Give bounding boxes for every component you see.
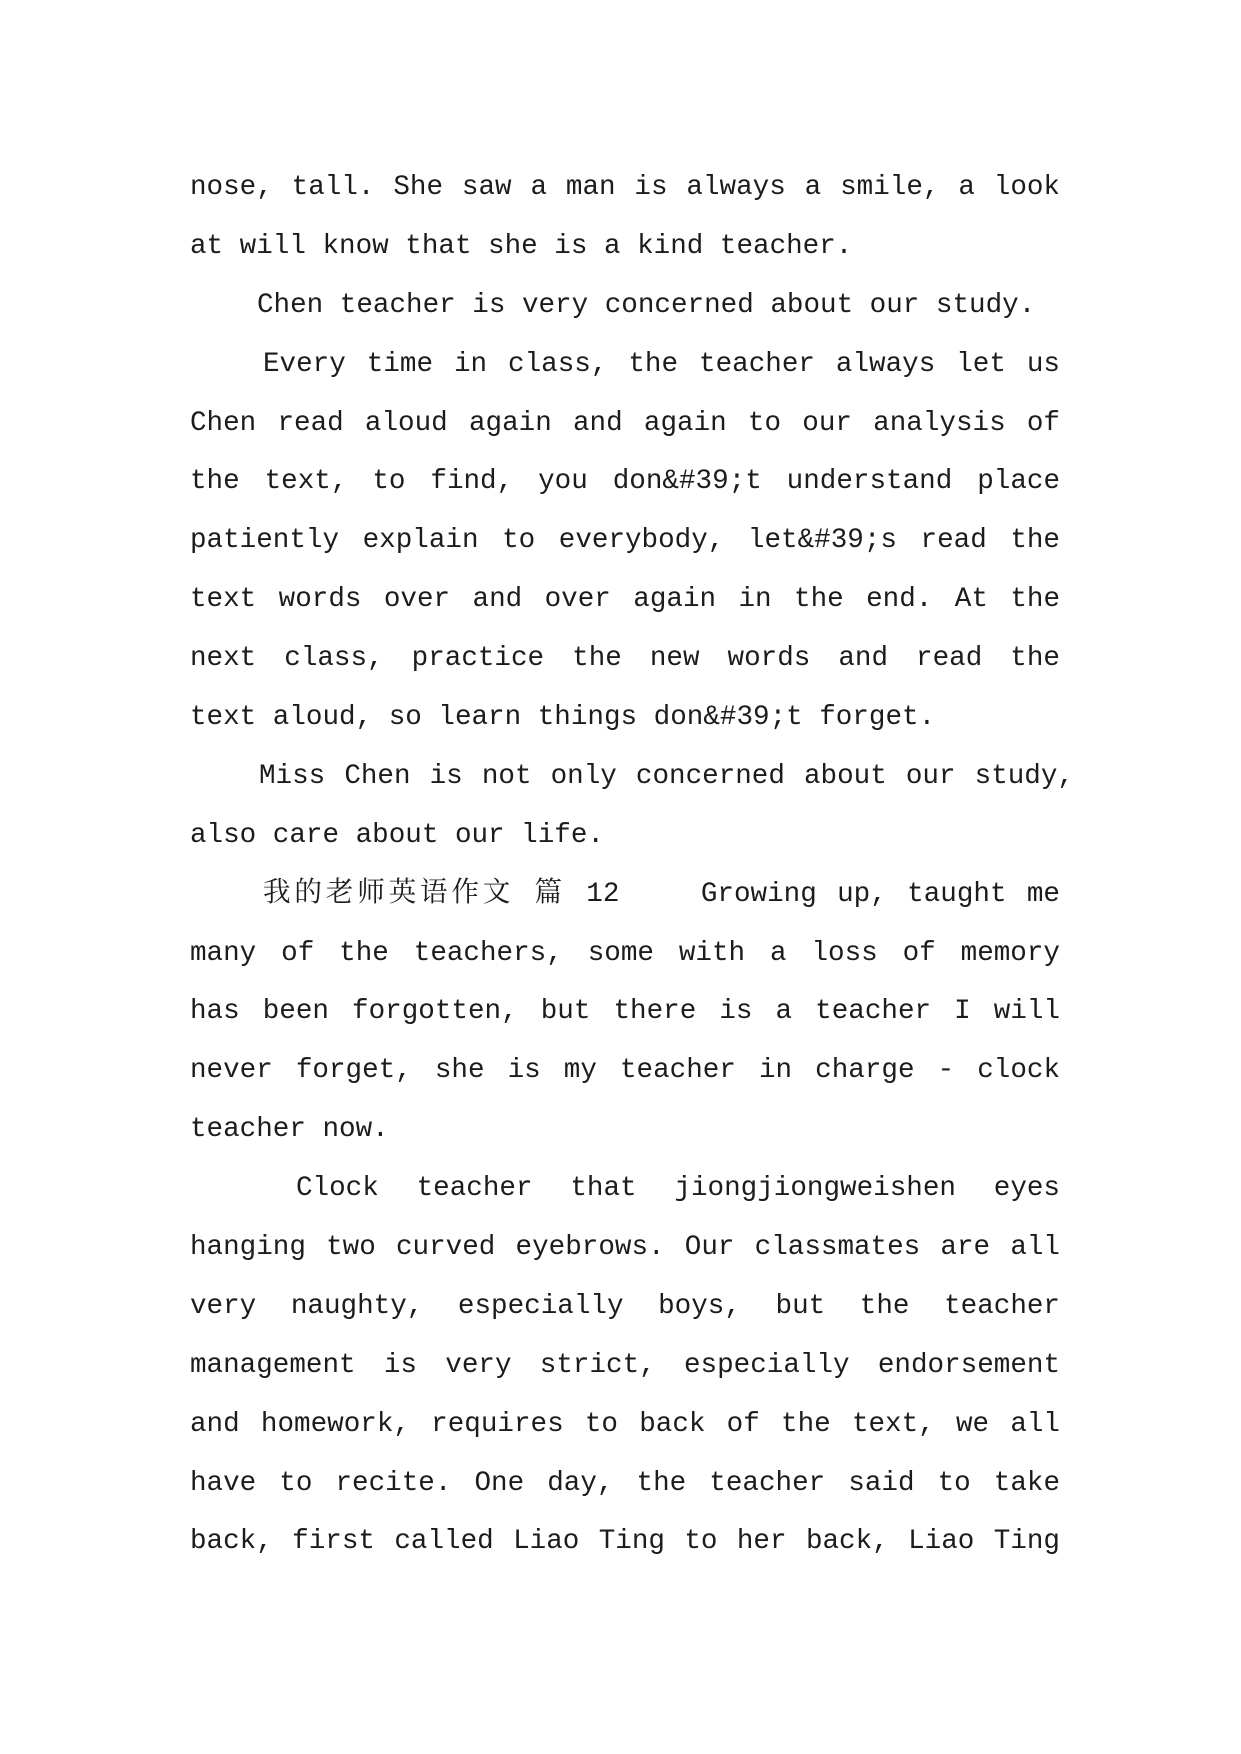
text-line: Miss Chen is not only concerned about our study,	[259, 760, 1074, 792]
text-line: also care about our life.	[190, 819, 604, 851]
text-line: back, first called Liao Ting to her back, Liao Ting	[190, 1526, 1060, 1558]
text-line: teacher now.	[190, 1114, 389, 1146]
text-line: very naughty, especially boys, but the teacher	[190, 1290, 1060, 1322]
text-line: has been forgotten, but there is a teacher I will	[190, 996, 1060, 1028]
paragraph	[190, 336, 1060, 748]
paragraph	[190, 748, 1074, 866]
text-line: nose, tall. She saw a man is always a smile, a look	[190, 172, 1060, 203]
paragraph-section-heading	[190, 866, 1060, 1160]
text-line: never forget, she is my teacher in charge - clock	[190, 1055, 1060, 1087]
text-line: and homework, requires to back of the text, we all	[190, 1408, 1060, 1440]
text-line: Clock teacher that jiongjiongweishen eyes	[296, 1173, 1060, 1205]
text-line: at will know that she is a kind teacher.	[190, 230, 853, 262]
text-line: management is very strict, especially endorsement	[190, 1349, 1060, 1381]
text-line: Chen teacher is very concerned about our study.	[257, 289, 1036, 321]
text-line: hanging two curved eyebrows. Our classmates are all	[190, 1232, 1060, 1264]
text-line: patiently explain to everybody, let&#39;s read the	[190, 525, 1060, 557]
text-line: Every time in class, the teacher always let us	[263, 348, 1060, 380]
text-line: text aloud, so learn things don&#39;t forget.	[190, 702, 936, 734]
text-line: have to recite. One day, the teacher said to take	[190, 1467, 1060, 1499]
text-line: next class, practice the new words and read the	[190, 643, 1060, 675]
document-body	[190, 159, 1074, 1572]
text-line: Chen read aloud again and again to our analysis of	[190, 407, 1060, 439]
text-line: many of the teachers, some with a loss of memory	[190, 937, 1060, 969]
text-line: the text, to find, you don&#39;t understand place	[190, 466, 1060, 498]
text-line: text words over and over again in the end. At the	[190, 584, 1060, 616]
paragraph	[190, 1160, 1060, 1572]
section-heading-line: 我的老师英语作文 篇 12 Growing up, taught me	[263, 878, 1060, 910]
paragraph-continuation	[190, 159, 1060, 277]
paragraph	[190, 277, 1060, 336]
